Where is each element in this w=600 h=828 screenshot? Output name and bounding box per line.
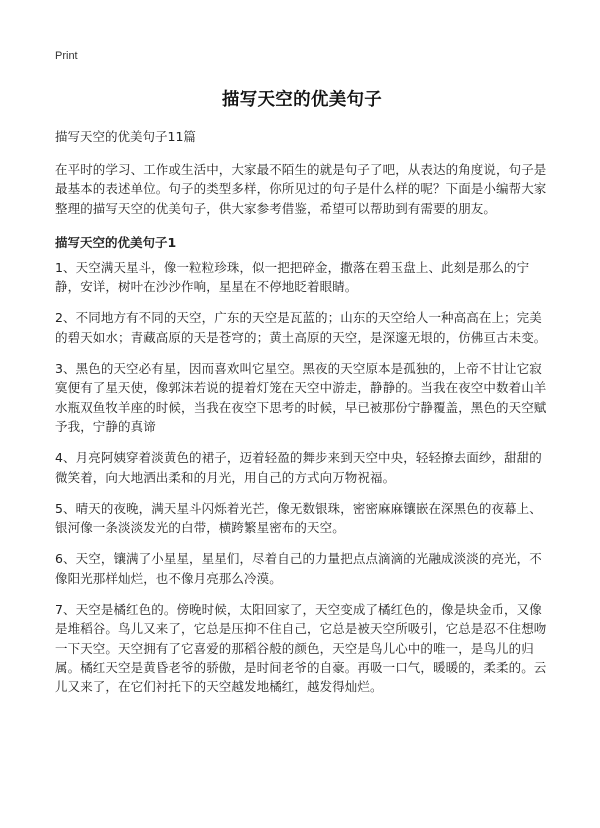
- intro-paragraph: 在平时的学习、工作或生活中，大家最不陌生的就是句子了吧，从表达的角度说，句子是最基本的表述单位。句子的类型多样，你所见过的句子是什么样的呢？下面是小编帮大家整理的描写天空的优美句子，供大家参考借鉴，希望可以帮助到有需要的朋友。: [55, 162, 547, 216]
- document-page: [55, 44, 549, 697]
- list-item: 2、不同地方有不同的天空，广东的天空是瓦蓝的；山东的天空给人一种高高在上；完美的碧天如水；青藏高原的天是苍穹的；黄土高原的天空，是深邃无垠的，仿佛亘古未变。: [55, 310, 547, 345]
- print-link[interactable]: Print: [55, 50, 78, 62]
- list-item: 7、天空是橘红色的。傍晚时候，太阳回家了，天空变成了橘红色的，像是块金币，又像是堆稻谷。鸟儿又来了，它总是压抑不住自己，它总是被天空所吸引，它总是忍不住想吻一下天空。天空拥有了它喜爱的那稻谷般的颜色，天空是鸟儿心中的唯一，是鸟儿的归属。橘红天空是黄昏老爷的骄傲，是时间老爷的自豪。再吸一口气，暖暖的，柔柔的。云儿又来了，在它们衬托下的天空越发地橘红，越发得灿烂。: [55, 602, 547, 695]
- list-item: 3、黑色的天空必有星，因而喜欢叫它星空。黑夜的天空原本是孤独的，上帝不甘让它寂寞便有了星天使，像郭沫若说的提着灯笼在天空中游走，静静的。当我在夜空中数着山羊水瓶双鱼牧羊座的时候，当我在夜空下思考的时候，早已被那份宁静覆盖，黑色的天空赋予我，宁静的真谛: [55, 361, 547, 434]
- document-subtitle: 描写天空的优美句子11篇: [55, 129, 196, 144]
- list-item: 4、月亮阿姨穿着淡黄色的裙子，迈着轻盈的舞步来到天空中央，轻轻撩去面纱，甜甜的微笑着，向大地洒出柔和的月光，用自己的方式向万物祝福。: [55, 450, 542, 485]
- list-item: 6、天空，镶满了小星星，星星们，尽着自己的力量把点点滴滴的光融成淡淡的亮光，不像阳光那样灿烂，也不像月亮那么冷漠。: [55, 551, 542, 586]
- page-title: 描写天空的优美句子: [221, 90, 383, 110]
- list-item: 1、天空满天星斗，像一粒粒珍珠，似一把把碎金，撒落在碧玉盘上、此刻是那么的宁静，安详，树叶在沙沙作响，星星在不停地眨着眼睛。: [55, 259, 530, 295]
- section-heading: 描写天空的优美句子1: [55, 234, 177, 250]
- list-item: 5、晴天的夜晚，满天星斗闪烁着光芒，像无数银珠，密密麻麻镶嵌在深黑色的夜幕上、银河像一条淡淡发光的白带，横跨繁星密布的天空。: [55, 500, 542, 536]
- sentence-list: [55, 258, 549, 697]
